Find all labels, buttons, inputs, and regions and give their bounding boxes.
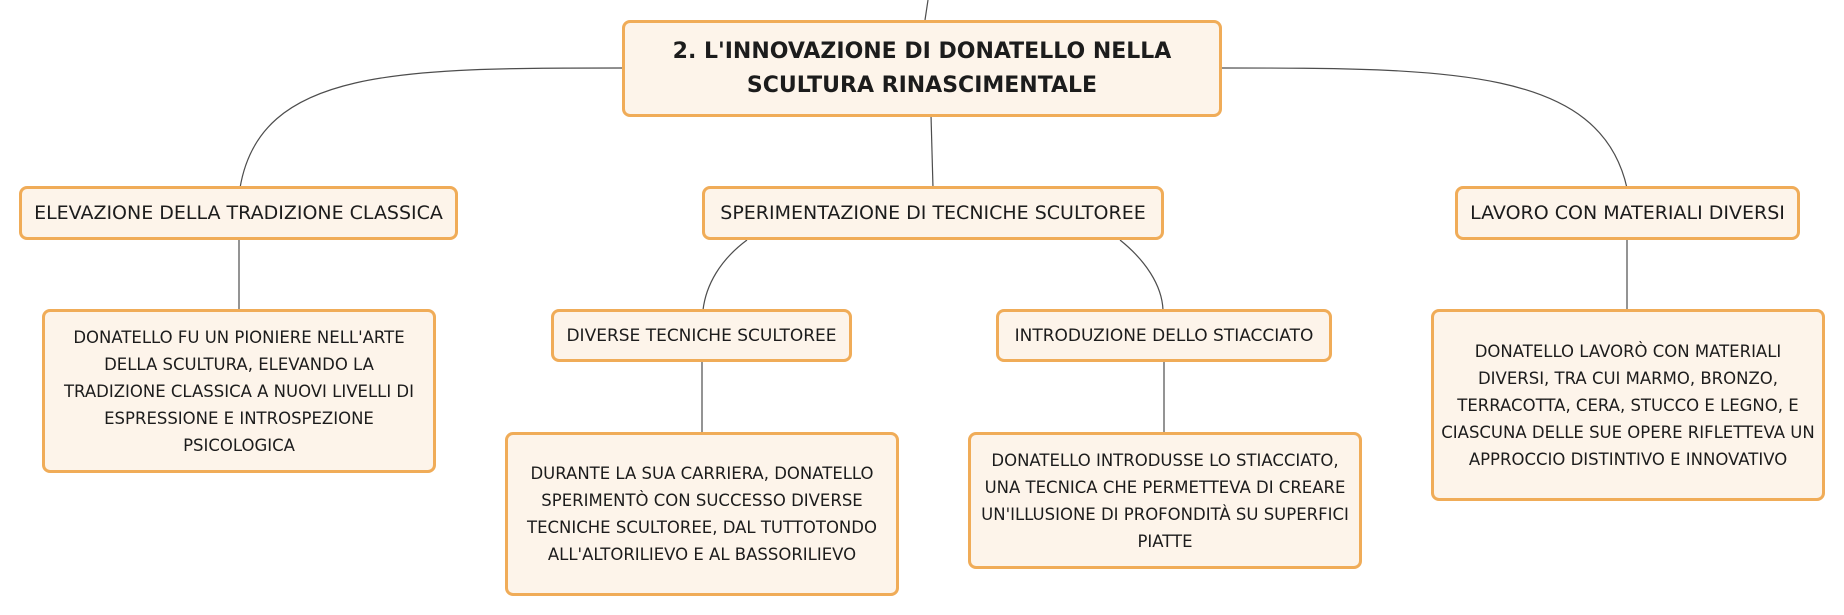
detail-text: DONATELLO FU UN PIONIERE NELL'ARTE DELLA SCULTURA, ELEVANDO LA TRADIZIONE CLASSICA A NUOVI LIVELLI DI ESPRESSIONE E INTROSPEZIONE PSICOLOGICA xyxy=(63,327,415,455)
root-topic-title: 2. L'INNOVAZIONE DI DONATELLO NELLA SCULTURA RINASCIMENTALE xyxy=(672,38,1172,98)
subbranch-node-stiacciato[interactable] xyxy=(996,309,1332,362)
detail-text: DURANTE LA SUA CARRIERA, DONATELLO SPERIMENTÒ CON SUCCESSO DIVERSE TECNICHE SCULTOREE, DAL TUTTOTONDO ALL'ALTORILIEVO E AL BASSORILIEVO xyxy=(527,464,877,564)
branch-label: LAVORO CON MATERIALI DIVERSI xyxy=(1470,202,1785,224)
branch-node-sperimentazione[interactable] xyxy=(702,186,1164,240)
connector-parent-to-root xyxy=(925,0,928,20)
detail-node-elevazione[interactable] xyxy=(42,309,436,473)
connector-sperimentazione-to-tecniche xyxy=(703,240,747,310)
connector-root-to-sperimentazione xyxy=(931,115,933,188)
branch-label: ELEVAZIONE DELLA TRADIZIONE CLASSICA xyxy=(34,202,443,224)
connector-root-to-elevazione xyxy=(240,68,622,188)
subbranch-label: INTRODUZIONE DELLO STIACCIATO xyxy=(1014,325,1314,346)
subbranch-node-tecniche[interactable] xyxy=(551,309,852,362)
detail-node-stiacciato[interactable] xyxy=(968,432,1362,569)
root-topic-node[interactable] xyxy=(622,20,1222,117)
detail-node-lavoro[interactable] xyxy=(1431,309,1825,501)
detail-text: DONATELLO INTRODUSSE LO STIACCIATO, UNA TECNICA CHE PERMETTEVA DI CREARE UN'ILLUSIONE DI PROFONDITÀ SU SUPERFICI PIATTE xyxy=(981,450,1349,551)
branch-node-lavoro[interactable] xyxy=(1455,186,1800,240)
subbranch-label: DIVERSE TECNICHE SCULTOREE xyxy=(566,325,837,346)
branch-node-elevazione[interactable] xyxy=(19,186,458,240)
detail-text: DONATELLO LAVORÒ CON MATERIALI DIVERSI, TRA CUI MARMO, BRONZO, TERRACOTTA, CERA, STUCCO E LEGNO, E CIASCUNA DELLE SUE OPERE RIFLETTEVA UN APPROCCIO DISTINTIVO E INNOVATIVO xyxy=(1441,341,1815,469)
connector-root-to-lavoro xyxy=(1222,68,1627,188)
detail-node-tecniche[interactable] xyxy=(505,432,899,596)
branch-label: SPERIMENTAZIONE DI TECNICHE SCULTOREE xyxy=(720,202,1146,224)
connector-sperimentazione-to-stiacciato xyxy=(1120,240,1163,310)
